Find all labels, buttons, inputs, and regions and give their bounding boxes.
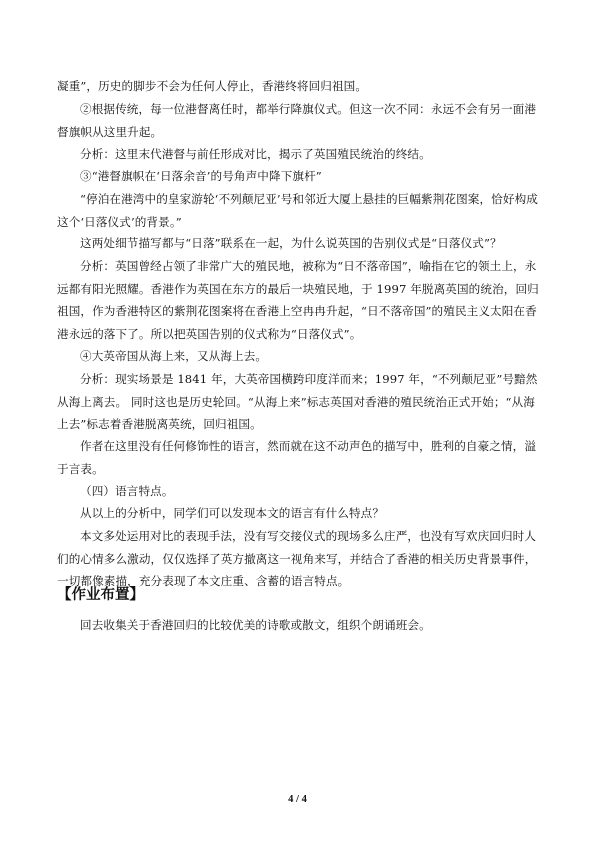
paragraph-question: 这两处细节描写都与“日落”联系在一起，为什么说英国的告别仪式是“日落仪式”？ <box>80 236 502 250</box>
page-number: 4 / 4 <box>288 794 307 805</box>
section-title-language: （四）语言特点。 <box>80 484 174 498</box>
homework-heading: 【作业布置】 <box>57 587 144 603</box>
homework-text: 回去收集关于香港回归的比较优美的诗歌或散文，组织个朗诵班会。 <box>80 618 431 632</box>
paragraph-language-features: 本文多处运用对比的表现手法，没有写交接仪式的现场多么庄严，也没有写欢庆回归时人们的心情多么激动，仅仅选择了英方撤离这一视角来写，并结合了香港的相关历史背景事件，一切都像素描，充分表现了本文庄重、含蓄的语言特点。 <box>57 529 537 588</box>
paragraph-analysis-2: 分析：英国曾经占领了非常广大的殖民地，被称为“日不落帝国”，喻指在它的领土上，永远都有阳光照耀。香港作为英国在东方的最后一块殖民地，于 1997 年脱离英国的统治，回归祖国，作为香港特区的紫荆花图案将在香港上空冉冉升起，“日不落帝国”的殖民主义太阳在香港永远的落下了。所以把英国告别的仪式称为“日落仪式”。 <box>57 259 539 341</box>
paragraph-quote: “停泊在港湾中的皇家游轮‘不列颠尼亚’号和邻近大厦上悬挂的巨幅紫荆花图案，恰好构成这个‘日落仪式’的背景。” <box>57 192 538 229</box>
paragraph-language-question: 从以上的分析中，同学们可以发现本文的语言有什么特点？ <box>80 506 385 520</box>
paragraph-point-4: ④大英帝国从海上来，又从海上去。 <box>80 349 268 363</box>
paragraph-continuation: 凝重”，历史的脚步不会为任何人停止，香港终将回归祖国。 <box>57 79 368 93</box>
paragraph-point-2: ②根据传统，每一位港督离任时，都举行降旗仪式。但这一次不同：永远不会有另一面港督旗帜从这里升起。 <box>57 102 537 139</box>
paragraph-analysis-3: 分析：现实场景是 1841 年，大英帝国横跨印度洋而来；1997 年，“不列颠尼亚”号黯然从海上离去。 同时这也是历史轮回。“从海上来”标志英国对香港的殖民统治正式开始；“从海上去”标志着香港脱离英统，回归祖国。 <box>57 372 538 431</box>
paragraph-analysis-1: 分析：这里末代港督与前任形成对比，揭示了英国殖民统治的终结。 <box>80 147 431 161</box>
paragraph-author-comment: 作者在这里没有任何修饰性的语言，然而就在这不动声色的描写中，胜利的自豪之情，溢于言表。 <box>57 439 537 476</box>
paragraph-point-3: ③“港督旗帜在‘日落余音’的号角声中降下旗杆” <box>80 169 322 183</box>
